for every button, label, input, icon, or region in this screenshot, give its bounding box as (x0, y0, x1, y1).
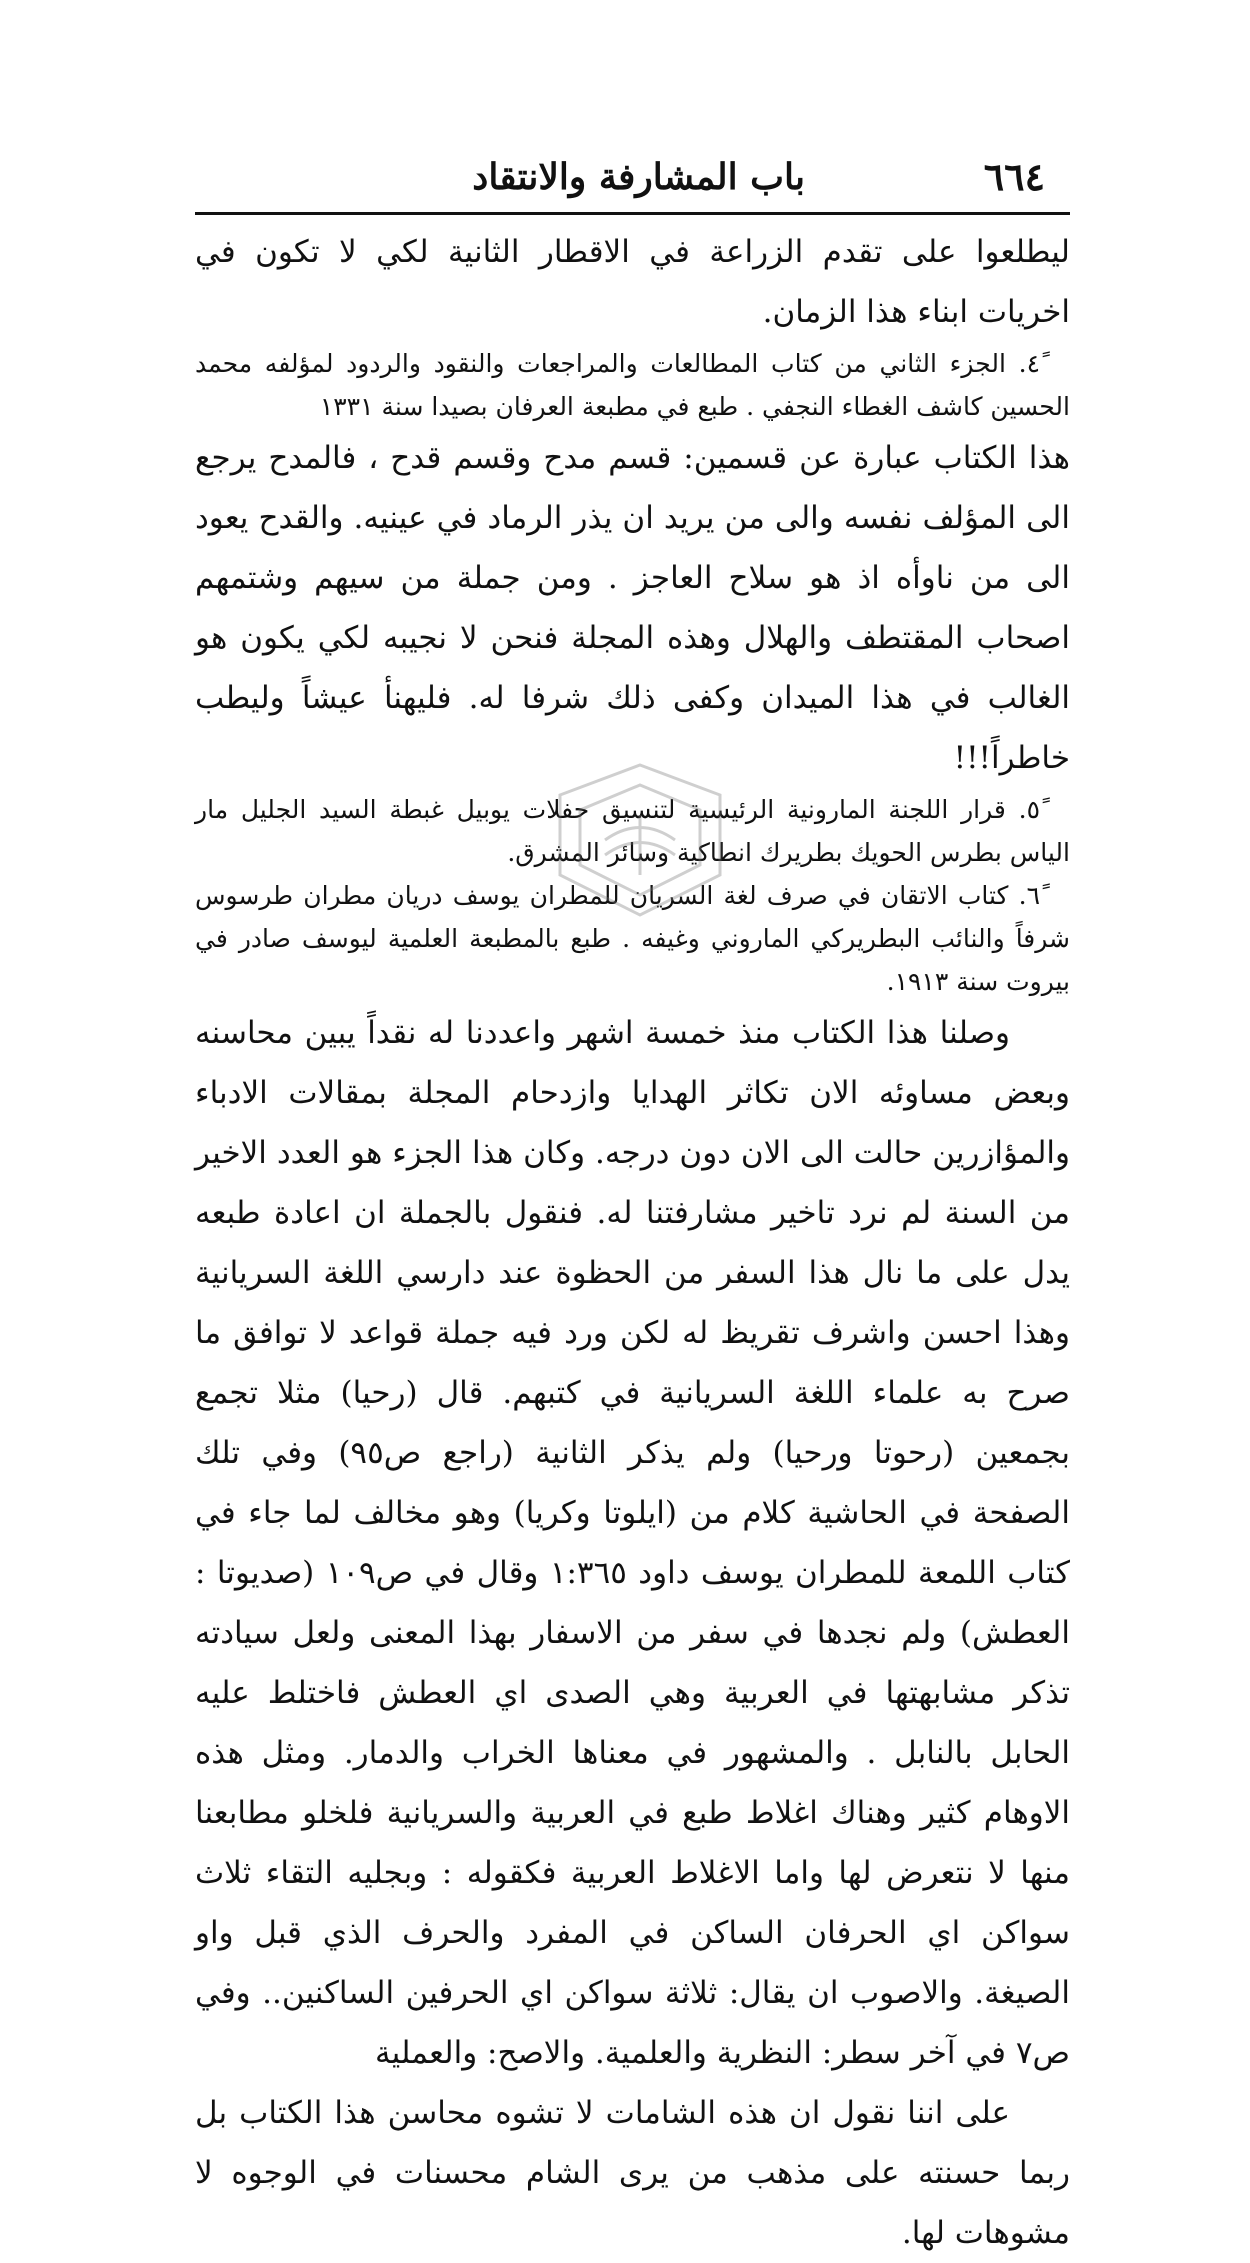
paragraph-conclusion: على اننا نقول ان هذه الشامات لا تشوه محاسن هذا الكتاب بل ربما حسنته على مذهب من يرى الشام محسنات في الوجوه لا مشوهات لها. (195, 2095, 1070, 2251)
header-rule (195, 212, 1070, 215)
paragraph-1: ليطلعوا على تقدم الزراعة في الاقطار الثانية لكي لا تكون في اخريات ابناء هذا الزمان. (195, 234, 1070, 330)
book-entry-6: ٦ً. كتاب الاتقان في صرف لغة السريان للمطران يوسف دريان مطران طرسوس شرفاً والنائب البطريركي الماروني وغيفه . طبع بالمطبعة العلمية ليوسف صادر في بيروت سنة ١٩١٣. (195, 881, 1070, 996)
body-text (195, 222, 1070, 2263)
paragraph-review-4: هذا الكتاب عبارة عن قسمين: قسم مدح وقسم قدح ، فالمدح يرجع الى المؤلف نفسه والى من يريد ان يذر الرماد في عينيه. والقدح يعود الى من ناوأه اذ هو سلاح العاجز . ومن جملة من سيهم وشتمهم اصحاب المقتطف والهلال وهذه المجلة فنحن لا نجيبه لكي يكون هو الغالب في هذا الميدان وكفى ذلك شرفا له. فليهنأ عيشاً وليطب خاطراً!!! (195, 440, 1070, 776)
page-header (195, 150, 1065, 212)
paragraph-review-6: وصلنا هذا الكتاب منذ خمسة اشهر واعددنا له نقداً يبين محاسنه وبعض مساوئه الان تكاثر الهدايا وازدحام المجلة بمقالات الادباء والمؤازرين حالت الى الان دون درجه. وكان هذا الجزء هو العدد الاخير من السنة لم نرد تاخير مشارفتنا له. فنقول بالجملة ان اعادة طبعه يدل على ما نال هذا السفر من الحظوة عند دارسي اللغة السريانية وهذا احسن واشرف تقريظ له لكن ورد فيه جملة قواعد لا توافق ما صرح به علماء اللغة السريانية في كتبهم. قال (رحيا) مثلا تجمع بجمعين (رحوتا ورحيا) ولم يذكر الثانية (راجع ص٩٥) وفي تلك الصفحة في الحاشية كلام من (ايلوتا وكريا) وهو مخالف لما جاء في كتاب اللمعة للمطران يوسف داود ١:٣٦٥ وقال في ص١٠٩ (صديوتا : العطش) ولم نجدها في سفر من الاسفار بهذا المعنى ولعل سيادته تذكر مشابهتها في العربية وهي الصدى اي العطش فاختلط عليه الحابل بالنابل . والمشهور في معناها الخراب والدمار. ومثل هذه الاوهام كثير وهناك اغلاط طبع في العربية والسريانية فلخلو مطابعنا منها لا نتعرض لها واما الاغلاط العربية فكقوله : وبجليه التقاء ثلاث سواكن اي الحرفان الساكن في المفرد والحرف الذي قبل واو الصيغة. والاصوب ان يقال: ثلاثة سواكن اي الحرفين الساكنين.. وفي ص٧ في آخر سطر: النظرية والعلمية. والاصح: والعملية (195, 1015, 1070, 2071)
book-entry-4: ٤ً. الجزء الثاني من كتاب المطالعات والمراجعات والنقود والردود لمؤلفه محمد الحسين كاشف الغطاء النجفي . طبع في مطبعة العرفان بصيدا سنة ١٣٣١ (195, 349, 1070, 421)
library-seal-icon (520, 755, 760, 925)
page-number: ٦٦٤ (983, 154, 1045, 199)
book-entry-5: ٥ً. قرار اللجنة المارونية الرئيسية لتنسيق حفلات يوبيل غبطة السيد الجليل مار الياس بطرس الحويك بطريرك انطاكية وسائر المشرق. (195, 795, 1070, 867)
running-title: باب المشارفة والانتقاد (472, 156, 805, 198)
